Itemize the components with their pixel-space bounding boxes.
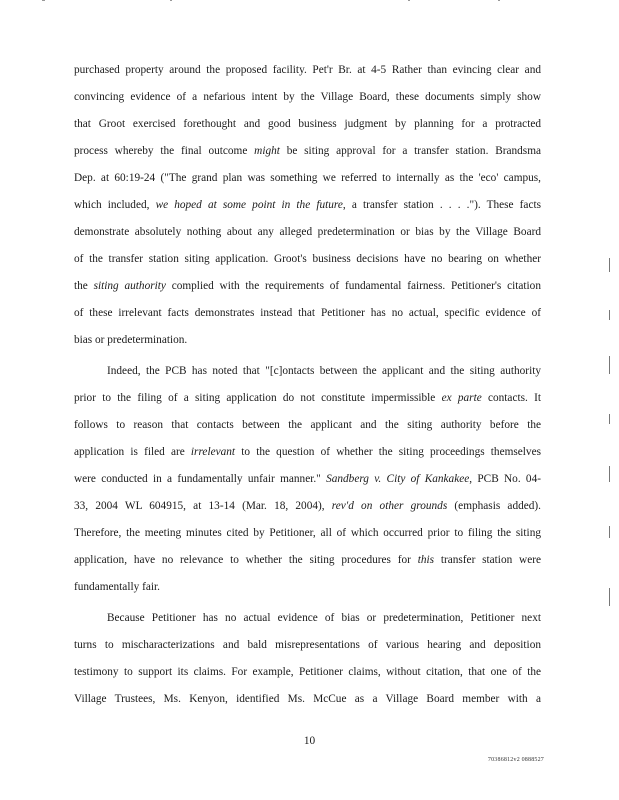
italic-text-run: might xyxy=(254,145,280,157)
text-run: follows to reason that contacts between the applicant and the siting authority before the xyxy=(74,419,541,431)
body-line xyxy=(74,63,541,77)
text-run: 33, 2004 WL 604915, at 13-14 (Mar. 18, 2004), xyxy=(74,500,332,512)
text-run: bias or predetermination. xyxy=(74,334,188,346)
text-run: process whereby the final outcome xyxy=(74,145,255,157)
italic-text-run: rev'd on other grounds xyxy=(331,500,448,512)
text-run: transfer station were xyxy=(434,554,541,566)
text-run: Because Petitioner has no actual evidence of bias or predetermination, Petitioner next xyxy=(107,612,541,624)
text-run: Indeed, the PCB has noted that "[c]ontacts between the applicant and the siting authority xyxy=(107,365,541,377)
italic-text-run: we hoped at some point in the future xyxy=(155,199,343,211)
text-run: , PCB No. 04- xyxy=(469,473,541,485)
text-run: convincing evidence of a nefarious intent by the Village Board, these documents simply show xyxy=(74,91,541,103)
body-line xyxy=(74,418,541,432)
body-line xyxy=(74,638,541,652)
text-run: turns to mischaracterizations and bald misrepresentations of various hearing and deposition xyxy=(74,639,541,651)
text-run: Dep. at 60:19-24 ("The grand plan was something we referred to internally as the 'eco' campus, xyxy=(74,172,541,184)
body-line xyxy=(74,665,541,679)
scan-artifact-marks xyxy=(0,0,619,4)
text-run: Village Trustees, Ms. Kenyon, identified Ms. McCue as a Village Board member with a xyxy=(74,693,541,705)
text-run: Therefore, the meeting minutes cited by Petitioner, all of which occurred prior to filing the siting xyxy=(74,527,541,539)
text-run: testimony to support its claims. For example, Petitioner claims, without citation, that one of the xyxy=(74,666,541,678)
body-line xyxy=(74,499,541,513)
body-line xyxy=(74,580,541,594)
text-run: of these irrelevant facts demonstrates instead that Petitioner has no actual, specific evidence of xyxy=(74,307,541,319)
body-line xyxy=(74,472,541,486)
document-id: 70386812v2 0888527 xyxy=(487,757,544,763)
body-line xyxy=(74,526,541,540)
italic-text-run: siting authority xyxy=(93,280,166,292)
body-line xyxy=(74,333,541,347)
body-line xyxy=(74,553,541,567)
italic-text-run: ex parte xyxy=(441,392,482,404)
body-line xyxy=(74,391,541,405)
text-run: prior to the filing of a siting application do not constitute impermissible xyxy=(74,392,442,404)
text-run: application is filed are xyxy=(74,446,191,458)
body-line xyxy=(74,306,541,320)
body-line xyxy=(74,144,541,158)
text-run: be siting approval for a transfer station. Brandsma xyxy=(279,145,542,157)
body-line xyxy=(74,252,541,266)
page-number: 10 xyxy=(303,735,316,747)
text-run: that Groot exercised forethought and good business judgment by planning for a protracted xyxy=(74,118,541,130)
scan-edge-marks xyxy=(609,258,612,608)
text-run: complied with the requirements of fundamental fairness. Petitioner's citation xyxy=(165,280,541,292)
body-line xyxy=(74,198,541,212)
text-run: to the question of whether the siting proceedings themselves xyxy=(235,446,541,458)
text-run: were conducted in a fundamentally unfair manner." xyxy=(74,473,327,485)
body-line xyxy=(74,279,541,293)
text-run: (emphasis added). xyxy=(447,500,541,512)
text-run: which included, xyxy=(74,199,156,211)
body-line xyxy=(74,445,541,459)
body-line xyxy=(107,611,541,625)
text-run: application, have no relevance to whether the siting procedures for xyxy=(74,554,418,566)
text-run: the xyxy=(74,280,94,292)
text-run: , a transfer station . . . ."). These facts xyxy=(342,199,541,211)
body-line xyxy=(74,225,541,239)
text-run: demonstrate absolutely nothing about any alleged predetermination or bias by the Village Board xyxy=(74,226,541,238)
body-line xyxy=(74,171,541,185)
italic-text-run: Sandberg v. City of Kankakee xyxy=(326,473,470,485)
text-run: contacts. It xyxy=(481,392,541,404)
italic-text-run: this xyxy=(417,554,435,566)
italic-text-run: irrelevant xyxy=(190,446,236,458)
body-line xyxy=(74,90,541,104)
body-line xyxy=(74,692,541,706)
body-line xyxy=(107,364,541,378)
body-line xyxy=(74,117,541,131)
text-run: of the transfer station siting application. Groot's business decisions have no bearing on whether xyxy=(74,253,541,265)
text-run: purchased property around the proposed facility. Pet'r Br. at 4-5 Rather than evincing clear and xyxy=(74,64,541,76)
text-run: fundamentally fair. xyxy=(74,581,160,593)
